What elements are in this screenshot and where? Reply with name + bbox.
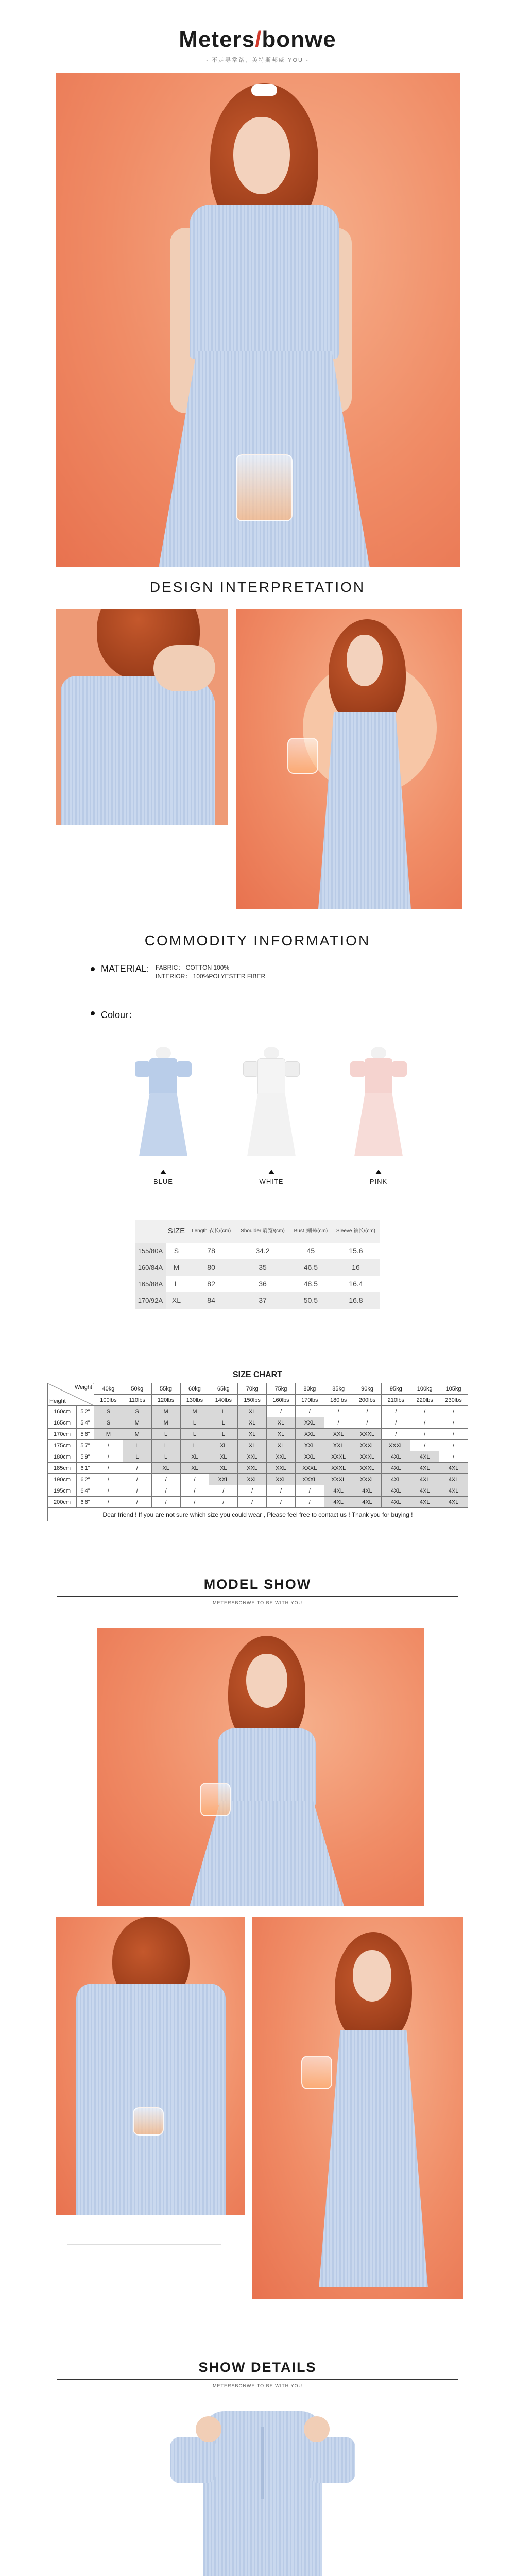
chart-lbs-cell: 160lbs [267, 1395, 296, 1406]
chart-height-ft: 5'7" [77, 1440, 94, 1451]
chart-size-cell: / [439, 1451, 468, 1463]
chart-size-cell: XXXL [353, 1440, 382, 1451]
chart-height-cm: 175cm [48, 1440, 77, 1451]
chart-size-cell: XXL [295, 1451, 324, 1463]
chart-size-cell: 4XL [353, 1497, 382, 1508]
chart-size-cell: 4XL [324, 1497, 353, 1508]
chart-size-cell: 4XL [410, 1463, 439, 1474]
chart-size-cell: L [209, 1417, 238, 1429]
spec-header [135, 1220, 166, 1243]
chart-size-cell: / [295, 1406, 324, 1417]
chart-height-ft: 6'2" [77, 1474, 94, 1485]
button-placket [261, 2427, 264, 2499]
chart-size-cell: / [180, 1497, 209, 1508]
chart-size-cell: S [123, 1406, 151, 1417]
chart-row [48, 1497, 468, 1508]
chart-row [48, 1463, 468, 1474]
chart-size-cell: L [180, 1429, 209, 1440]
colour-name-pink: PINK [369, 1178, 388, 1185]
spec-cell: 155/80A [135, 1243, 166, 1259]
chart-size-cell: 4XL [439, 1497, 468, 1508]
chart-size-cell: L [123, 1451, 151, 1463]
chart-size-cell: XXXL [353, 1451, 382, 1463]
sd-sleeve-left [170, 2437, 216, 2483]
chart-size-cell: / [238, 1485, 267, 1497]
chart-lbs-cell: 110lbs [123, 1395, 151, 1406]
model-show-divider [57, 1596, 458, 1597]
chart-kg-cell: 50kg [123, 1383, 151, 1395]
chart-corner-cell [48, 1383, 94, 1406]
chart-size-cell: / [382, 1417, 410, 1429]
model-dress-top [190, 205, 339, 359]
spec-cell: L [166, 1276, 187, 1292]
chart-size-cell: XXXL [324, 1474, 353, 1485]
ms2-dress [76, 1984, 226, 2215]
chart-size-cell: XL [267, 1440, 296, 1451]
sd-shoulder-right [304, 2416, 330, 2442]
ms1-face [246, 1654, 287, 1708]
chart-size-cell: XXXL [353, 1429, 382, 1440]
swatch-top [149, 1058, 177, 1094]
model-show-photo-2 [56, 1917, 245, 2215]
spec-cell: 80 [187, 1259, 235, 1276]
spec-cell: S [166, 1243, 187, 1259]
chart-size-cell: 4XL [410, 1474, 439, 1485]
spec-cell: 78 [187, 1243, 235, 1259]
design-title: DESIGN INTERPRETATION [149, 579, 366, 595]
swatch-top [365, 1058, 392, 1094]
chart-size-cell: XXL [267, 1474, 296, 1485]
chart-lbs-row [48, 1395, 468, 1406]
chart-size-cell: XXL [295, 1429, 324, 1440]
spec-header: Length 衣长/(cm) [187, 1220, 235, 1243]
spec-cell: 82 [187, 1276, 235, 1292]
chart-row [48, 1406, 468, 1417]
chart-height-cm: 180cm [48, 1451, 77, 1463]
spec-cell: 16 [332, 1259, 380, 1276]
mannequin-head [156, 1047, 171, 1059]
spec-cell: 46.5 [290, 1259, 332, 1276]
chart-kg-cell: 55kg [151, 1383, 180, 1395]
spec-cell: 50.5 [290, 1292, 332, 1309]
mannequin-head [264, 1047, 279, 1059]
chart-size-cell: / [151, 1485, 180, 1497]
design-side-photo [236, 609, 462, 909]
chart-size-cell: M [123, 1417, 151, 1429]
sd-shoulder-left [196, 2416, 221, 2442]
chart-size-cell: / [209, 1485, 238, 1497]
chart-size-cell: M [180, 1406, 209, 1417]
chart-size-cell: L [180, 1417, 209, 1429]
chart-size-cell: S [94, 1417, 123, 1429]
chart-height-cm: 185cm [48, 1463, 77, 1474]
chart-size-cell: XXXL [353, 1463, 382, 1474]
chart-size-cell: XXL [267, 1463, 296, 1474]
chart-height-cm: 165cm [48, 1417, 77, 1429]
material-label: MATERIAL: [101, 963, 149, 974]
spec-cell: 160/84A [135, 1259, 166, 1276]
brand-left: Meters [179, 27, 255, 52]
colour-swatch-pink[interactable] [340, 1043, 417, 1166]
spec-cell: 16.8 [332, 1292, 380, 1309]
spec-header: Bust 胸围/(cm) [290, 1220, 332, 1243]
swatch-sleeve [135, 1061, 150, 1077]
colour-label: Colour： [101, 1010, 138, 1020]
chart-size-cell: XXXL [382, 1440, 410, 1451]
chart-size-cell: XL [238, 1417, 267, 1429]
chart-size-cell: M [94, 1429, 123, 1440]
model-show-photo-3 [252, 1917, 464, 2299]
ms1-dress-skirt [190, 1801, 344, 1906]
swatch-sleeve [391, 1061, 407, 1077]
chart-size-cell: 4XL [382, 1463, 410, 1474]
spec-header-row [135, 1220, 380, 1243]
chart-size-cell: / [439, 1440, 468, 1451]
show-details-divider [57, 2379, 458, 2380]
chart-size-cell: 4XL [382, 1497, 410, 1508]
chart-kg-cell: 90kg [353, 1383, 382, 1395]
chart-size-cell: L [180, 1440, 209, 1451]
chart-size-cell: / [382, 1406, 410, 1417]
chart-size-cell: XXL [324, 1440, 353, 1451]
chart-size-cell: XXL [295, 1440, 324, 1451]
size-chart-table [47, 1383, 468, 1521]
brand-slash: / [255, 27, 262, 52]
chart-size-cell: XL [238, 1440, 267, 1451]
spec-cell: 37 [235, 1292, 290, 1309]
brand-right: bonwe [262, 27, 336, 52]
spec-cell: M [166, 1259, 187, 1276]
chart-lbs-cell: 220lbs [410, 1395, 439, 1406]
chart-lbs-cell: 130lbs [180, 1395, 209, 1406]
chart-size-cell: / [238, 1497, 267, 1508]
chart-height-cm: 195cm [48, 1485, 77, 1497]
chart-size-cell: XL [209, 1463, 238, 1474]
chart-size-cell: L [209, 1406, 238, 1417]
detail-shoulder [153, 645, 215, 691]
chart-size-cell: XL [209, 1440, 238, 1451]
chart-size-cell: XL [267, 1417, 296, 1429]
arrow-up-icon [160, 1170, 166, 1174]
swatch-sleeve [243, 1061, 259, 1077]
height-label: Height [49, 1398, 66, 1404]
spec-cell: 16.4 [332, 1276, 380, 1292]
chart-row [48, 1440, 468, 1451]
spec-cell: 165/88A [135, 1276, 166, 1292]
side-face [347, 635, 383, 686]
fabric-text: FABRIC： COTTON 100% [156, 964, 230, 971]
chart-size-cell: XXXL [295, 1463, 324, 1474]
chart-size-cell: / [410, 1429, 439, 1440]
chart-size-cell: 4XL [439, 1474, 468, 1485]
chart-kg-cell: 85kg [324, 1383, 353, 1395]
sd-sleeve-right [309, 2437, 355, 2483]
spec-header: Sleeve 袖长/(cm) [332, 1220, 380, 1243]
show-details-subtitle: METERSBONWE TO BE WITH YOU [212, 2383, 303, 2388]
chart-kg-cell: 100kg [410, 1383, 439, 1395]
design-detail-photo [56, 609, 228, 825]
chart-kg-row [48, 1383, 468, 1395]
chart-kg-cell: 65kg [209, 1383, 238, 1395]
chart-size-cell: M [123, 1429, 151, 1440]
chart-size-cell: / [295, 1485, 324, 1497]
chart-size-cell: / [94, 1440, 123, 1451]
chart-size-cell: XXXL [324, 1451, 353, 1463]
chart-size-cell: / [410, 1406, 439, 1417]
chart-size-cell: 4XL [324, 1485, 353, 1497]
chart-size-cell: M [151, 1406, 180, 1417]
spec-cell: 35 [235, 1259, 290, 1276]
chart-size-cell: M [151, 1417, 180, 1429]
chart-row [48, 1474, 468, 1485]
spec-cell: XL [166, 1292, 187, 1309]
chart-lbs-cell: 170lbs [295, 1395, 324, 1406]
spec-cell: 34.2 [235, 1243, 290, 1259]
chart-row [48, 1485, 468, 1497]
arrow-up-icon [268, 1170, 274, 1174]
arrow-up-icon [375, 1170, 382, 1174]
chart-size-cell: 4XL [382, 1485, 410, 1497]
chart-size-cell: XXL [295, 1417, 324, 1429]
chart-size-cell: / [439, 1406, 468, 1417]
material-bullet [91, 967, 95, 971]
chart-size-cell: 4XL [410, 1451, 439, 1463]
chart-height-ft: 6'4" [77, 1485, 94, 1497]
ms1-jar [200, 1783, 231, 1816]
chart-size-cell: L [151, 1429, 180, 1440]
size-chart-title: SIZE CHART [233, 1370, 282, 1379]
swatch-sleeve [176, 1061, 192, 1077]
chart-size-cell: / [410, 1417, 439, 1429]
colour-name-white: WHITE [259, 1178, 284, 1185]
chart-size-cell: 4XL [353, 1485, 382, 1497]
chart-lbs-cell: 210lbs [382, 1395, 410, 1406]
chart-row [48, 1451, 468, 1463]
chart-size-cell: XXXL [324, 1463, 353, 1474]
chart-kg-cell: 105kg [439, 1383, 468, 1395]
chart-height-cm: 190cm [48, 1474, 77, 1485]
chart-size-cell: XXL [238, 1474, 267, 1485]
spec-header: SIZE [166, 1220, 187, 1243]
chart-size-cell: / [439, 1417, 468, 1429]
chart-kg-cell: 70kg [238, 1383, 267, 1395]
swatch-skirt [354, 1093, 403, 1156]
chart-size-cell: XXXL [353, 1474, 382, 1485]
chart-size-cell: 4XL [410, 1485, 439, 1497]
spec-cell: 36 [235, 1276, 290, 1292]
chart-size-cell: XXL [238, 1463, 267, 1474]
chart-kg-cell: 75kg [267, 1383, 296, 1395]
ms3-jar [301, 2056, 332, 2089]
chart-kg-cell: 95kg [382, 1383, 410, 1395]
spec-row [135, 1276, 380, 1292]
commodity-title: COMMODITY INFORMATION [144, 933, 371, 948]
swatch-top [258, 1058, 285, 1094]
chart-row [48, 1429, 468, 1440]
chart-size-cell: 4XL [410, 1497, 439, 1508]
colour-swatch-blue[interactable] [125, 1043, 202, 1166]
chart-size-cell: XXL [238, 1451, 267, 1463]
chart-size-cell: / [439, 1429, 468, 1440]
chart-size-cell: / [209, 1497, 238, 1508]
size-spec-table [135, 1220, 380, 1309]
chart-size-cell: 4XL [382, 1474, 410, 1485]
chart-size-cell: / [94, 1485, 123, 1497]
chart-size-cell: / [123, 1474, 151, 1485]
chart-height-ft: 5'6" [77, 1429, 94, 1440]
swatch-skirt [139, 1093, 187, 1156]
spec-row [135, 1292, 380, 1309]
chart-height-cm: 170cm [48, 1429, 77, 1440]
chart-lbs-cell: 230lbs [439, 1395, 468, 1406]
chart-size-cell: / [353, 1406, 382, 1417]
chart-size-cell: 4XL [382, 1451, 410, 1463]
chart-size-cell: XL [209, 1451, 238, 1463]
swatch-sleeve [350, 1061, 366, 1077]
detail-sleeve [61, 676, 215, 825]
chart-kg-cell: 60kg [180, 1383, 209, 1395]
ms2-jar [133, 2107, 164, 2136]
spec-cell: 84 [187, 1292, 235, 1309]
chart-size-cell: / [180, 1485, 209, 1497]
placeholder-line [67, 2244, 221, 2245]
brand-tagline: - 不走寻常路，美特斯邦威 YOU - [206, 57, 309, 63]
chart-size-cell: 4XL [439, 1463, 468, 1474]
chart-size-cell: XXL [324, 1429, 353, 1440]
chart-size-cell: L [209, 1429, 238, 1440]
hair-bow [251, 84, 277, 96]
chart-size-cell: XL [267, 1429, 296, 1440]
chart-height-ft: 5'4" [77, 1417, 94, 1429]
chart-size-cell: XL [151, 1463, 180, 1474]
model-show-title: MODEL SHOW [203, 1577, 312, 1592]
chart-size-cell: / [94, 1451, 123, 1463]
ms3-face [353, 1950, 391, 2002]
chart-size-cell: / [94, 1474, 123, 1485]
colour-bullet [91, 1011, 95, 1015]
chart-size-cell: / [151, 1497, 180, 1508]
chart-height-ft: 6'6" [77, 1497, 94, 1508]
swatch-skirt [247, 1093, 296, 1156]
chart-size-cell: / [267, 1406, 296, 1417]
chart-size-cell: XXXL [295, 1474, 324, 1485]
chart-size-cell: / [295, 1497, 324, 1508]
spec-row [135, 1243, 380, 1259]
chart-size-cell: XL [238, 1406, 267, 1417]
hero-photo [56, 73, 460, 567]
chart-size-cell: / [267, 1497, 296, 1508]
interior-text: INTERIOR： 100%POLYESTER FIBER [156, 973, 266, 980]
chart-height-cm: 160cm [48, 1406, 77, 1417]
chart-height-cm: 200cm [48, 1497, 77, 1508]
chart-height-ft: 6'1" [77, 1463, 94, 1474]
chart-lbs-cell: 180lbs [324, 1395, 353, 1406]
chart-lbs-cell: 200lbs [353, 1395, 382, 1406]
swatch-sleeve [284, 1061, 300, 1077]
chart-size-cell: / [94, 1497, 123, 1508]
chart-size-cell: / [151, 1474, 180, 1485]
chart-lbs-cell: 140lbs [209, 1395, 238, 1406]
chart-lbs-cell: 150lbs [238, 1395, 267, 1406]
chart-size-cell: / [324, 1406, 353, 1417]
chart-lbs-cell: 100lbs [94, 1395, 123, 1406]
chart-height-ft: 5'9" [77, 1451, 94, 1463]
colour-name-blue: BLUE [153, 1178, 173, 1185]
chart-kg-cell: 80kg [295, 1383, 324, 1395]
chart-size-cell: / [324, 1417, 353, 1429]
weight-label: Weight [74, 1384, 92, 1391]
colour-swatch-white[interactable] [233, 1043, 310, 1166]
chart-size-cell: / [267, 1485, 296, 1497]
model-show-photo-1 [97, 1628, 424, 1906]
chart-size-cell: L [123, 1440, 151, 1451]
spec-cell: 15.6 [332, 1243, 380, 1259]
chart-size-cell: 4XL [439, 1485, 468, 1497]
chart-size-cell: / [123, 1497, 151, 1508]
spec-cell: 170/92A [135, 1292, 166, 1309]
chart-size-cell: / [353, 1417, 382, 1429]
chart-size-cell: L [151, 1440, 180, 1451]
chart-size-cell: / [410, 1440, 439, 1451]
show-details-photo [165, 2406, 360, 2576]
chart-size-cell: / [123, 1485, 151, 1497]
chart-size-cell: / [123, 1463, 151, 1474]
chart-height-ft: 5'2" [77, 1406, 94, 1417]
spec-cell: 45 [290, 1243, 332, 1259]
chart-size-cell: XL [238, 1429, 267, 1440]
chart-size-cell: XL [180, 1463, 209, 1474]
model-show-subtitle: METERSBONWE TO BE WITH YOU [212, 1600, 303, 1605]
ms1-dress-top [218, 1728, 316, 1806]
side-jar [287, 738, 318, 774]
chart-size-cell: / [180, 1474, 209, 1485]
model-face [233, 117, 290, 194]
chart-size-cell: XXL [209, 1474, 238, 1485]
chart-size-cell: / [382, 1429, 410, 1440]
chart-size-cell: S [94, 1406, 123, 1417]
chart-note: Dear friend ! If you are not sure which size you could wear , Please feel free to contact us ! Thank you for buying ! [48, 1508, 468, 1521]
show-details-title: SHOW DETAILS [198, 2360, 317, 2375]
chart-note-row [48, 1508, 468, 1521]
chart-kg-cell: 40kg [94, 1383, 123, 1395]
chart-size-cell: / [94, 1463, 123, 1474]
spec-cell: 48.5 [290, 1276, 332, 1292]
chart-size-cell: XL [180, 1451, 209, 1463]
chart-row [48, 1417, 468, 1429]
glass-jar [236, 454, 293, 521]
spec-row [135, 1259, 380, 1276]
spec-header: Shoulder 肩宽/(cm) [235, 1220, 290, 1243]
chart-size-cell: XXL [267, 1451, 296, 1463]
chart-lbs-cell: 120lbs [151, 1395, 180, 1406]
chart-size-cell: L [151, 1451, 180, 1463]
mannequin-head [371, 1047, 386, 1059]
brand-logo [0, 27, 515, 53]
